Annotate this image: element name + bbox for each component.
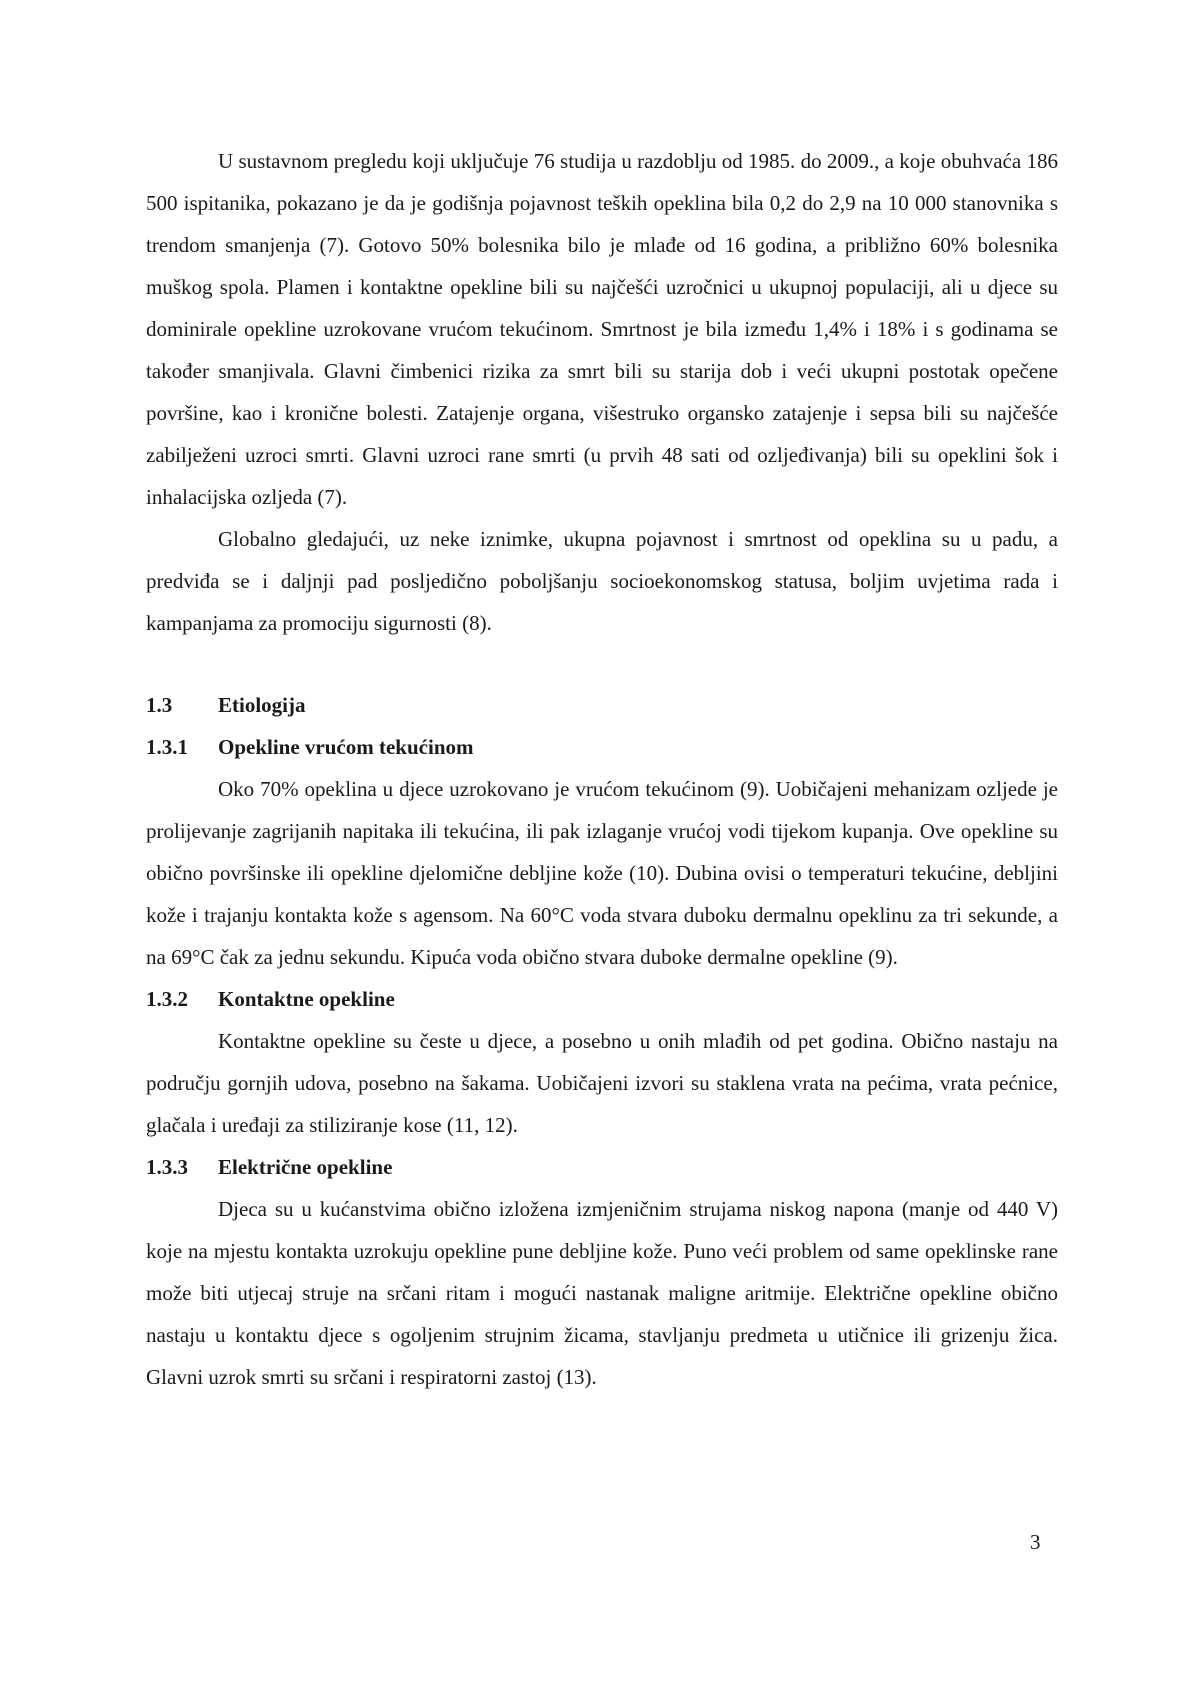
page-number: 3 bbox=[1030, 1530, 1041, 1554]
paragraph-incidence: U sustavnom pregledu koji uključuje 76 studija u razdoblju od 1985. do 2009., a koje obuhvaća 186 500 ispitanika, pokazano je da je godišnja pojavnost teških opeklina bila 0,2 do 2,9 na 10 000 stanovnika s trendom smanjenja (7). Gotovo 50% bolesnika bilo je mlađe od 16 godina, a približno 60% bolesnika muškog spola. Plamen i kontaktne opekline bili su najčešći uzročnici u ukupnoj populaciji, ali u djece su dominirale opekline uzrokovane vrućom tekućinom. Smrtnost je bila između 1,4% i 18% i s godinama se također smanjivala. Glavni čimbenici rizika za smrt bili su starija dob i veći ukupni postotak opečene površine, kao i kronične bolesti. Zatajenje organa, višestruko organsko zatajenje i sepsa bili su najčešće zabilježeni uzroci smrti. Glavni uzroci rane smrti (u prvih 48 sati od ozljeđivanja) bili su opeklini šok i inhalacijska ozljeda (7). bbox=[146, 149, 1058, 509]
subsection-number: 1.3.3 bbox=[146, 1155, 188, 1179]
section-title: Etiologija bbox=[218, 693, 306, 717]
document-page bbox=[146, 140, 1058, 1398]
subsection-heading-scald-burns bbox=[146, 726, 1058, 768]
paragraph-contact-burns: Kontaktne opekline su česte u djece, a posebno u onih mlađih od pet godina. Obično nastaju na području gornjih udova, posebno na šakama. Uobičajeni izvori su staklena vrata na pećima, vrata pećnice, glačala i uređaji za stiliziranje kose (11, 12). bbox=[146, 1029, 1058, 1137]
section-number: 1.3 bbox=[146, 693, 173, 717]
paragraph-scald-burns: Oko 70% opeklina u djece uzrokovano je vrućom tekućinom (9). Uobičajeni mehanizam ozljede je prolijevanje zagrijanih napitaka ili tekućina, ili pak izlaganje vrućoj vodi tijekom kupanja. Ove opekline su obično površinske ili opekline djelomične debljine kože (10). Dubina ovisi o temperaturi tekućine, debljini kože i trajanju kontakta kože s agensom. Na 60°C voda stvara duboku dermalnu opeklinu za tri sekunde, a na 69°C čak za jednu sekundu. Kipuća voda obično stvara duboke dermalne opekline (9). bbox=[146, 777, 1058, 969]
subsection-title: Kontaktne opekline bbox=[218, 987, 395, 1011]
subsection-number: 1.3.2 bbox=[146, 987, 188, 1011]
section-heading-etiology bbox=[146, 684, 1058, 726]
paragraph-global-trend: Globalno gledajući, uz neke iznimke, ukupna pojavnost i smrtnost od opeklina su u padu, a predviđa se i daljnji pad posljedično poboljšanju socioekonomskog statusa, boljim uvjetima rada i kampanjama za promociju sigurnosti (8). bbox=[146, 527, 1058, 635]
paragraph-electrical-burns: Djeca su u kućanstvima obično izložena izmjeničnim strujama niskog napona (manje od 440 V) koje na mjestu kontakta uzrokuju opekline pune debljine kože. Puno veći problem od same opeklinske rane može biti utjecaj struje na srčani ritam i mogući nastanak maligne aritmije. Električne opekline obično nastaju u kontaktu djece s ogoljenim strujnim žicama, stavljanju predmeta u utičnice ili grizenju žica. Glavni uzrok smrti su srčani i respiratorni zastoj (13). bbox=[146, 1197, 1058, 1389]
subsection-number: 1.3.1 bbox=[146, 735, 188, 759]
subsection-title: Električne opekline bbox=[218, 1155, 393, 1179]
subsection-title: Opekline vrućom tekućinom bbox=[218, 735, 474, 759]
subsection-heading-contact-burns bbox=[146, 978, 1058, 1020]
subsection-heading-electrical-burns bbox=[146, 1146, 1058, 1188]
